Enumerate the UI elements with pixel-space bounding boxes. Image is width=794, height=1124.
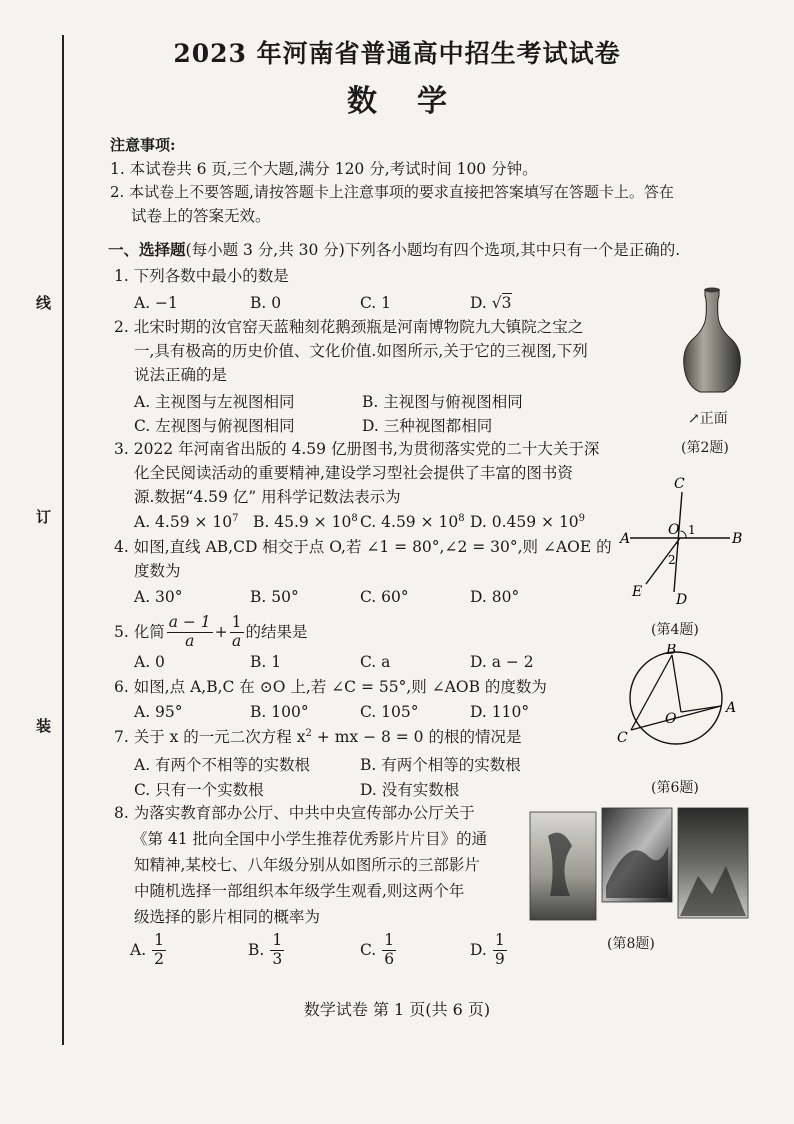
label-o: O [665, 711, 677, 727]
angle-1-arc [681, 531, 687, 538]
label-c: C [617, 730, 628, 746]
q8-option-b-fraction [270, 932, 284, 969]
q2-option-a: A. 主视图与左视图相同 [134, 393, 295, 411]
q5-prefix: 5. 化简 [114, 623, 165, 642]
section-1-label: 一、选择题 [108, 240, 186, 259]
q5-fraction-1 [167, 614, 213, 651]
binding-line [62, 35, 64, 1045]
q8-line2: 《第 41 批向全国中小学生推荐优秀影片片目》的通 [132, 830, 488, 848]
q6-figure-caption: (第6题) [651, 780, 699, 796]
binding-char-line: 线 [36, 294, 52, 312]
q2-line2: 一,具有极高的历史价值、文化价值.如图所示,关于它的三视图,下列 [134, 342, 588, 360]
q8-option-b-den: 3 [272, 949, 283, 968]
q8-option-d-label: D. [470, 941, 487, 960]
q5-option-b: B. 1 [250, 653, 282, 671]
q3-line3: 源.数据“4.59 亿” 用科学记数法表示为 [134, 488, 401, 506]
q8-option-c-num: 1 [384, 931, 395, 949]
q1-option-a: A. −1 [134, 294, 178, 312]
q2-line1: 2. 北宋时期的汝官窑天蓝釉刻花鹅颈瓶是河南博物院九大镇院之宝之 [114, 318, 584, 336]
q7-stem-suffix: + mx − 8 = 0 的根的情况是 [311, 728, 522, 747]
q8-option-b-num: 1 [272, 931, 283, 949]
arrow-up-icon: ↗ [688, 411, 700, 427]
q1-stem: 1. 下列各数中最小的数是 [114, 267, 289, 285]
q6-option-c: C. 105° [360, 703, 419, 721]
q5-fraction-1-num: a − 1 [168, 613, 211, 631]
notice-item-2-line1: 2. 本试卷上不要答题,请按答题卡上注意事项的要求直接把答案填写在答题卡上。答在 [110, 183, 674, 201]
q3-option-c-base: C. 4.59 × 10 [360, 513, 459, 532]
q2-option-d: D. 三种视图都相同 [362, 417, 493, 435]
q7-stem-prefix: 7. 关于 x 的一元二次方程 x [114, 728, 306, 747]
q6-figure [614, 644, 754, 754]
q4-figure [618, 474, 748, 610]
q8-option-b [248, 932, 286, 969]
q3-option-d [470, 513, 585, 531]
q5-stem [114, 614, 308, 651]
subject-title: 数学 [347, 84, 487, 119]
q3-option-c [360, 513, 465, 531]
q4-line2: 度数为 [134, 562, 181, 580]
q5-fraction-2-den: a [231, 631, 242, 650]
q7-option-b: B. 有两个相等的实数根 [360, 756, 521, 774]
q4-option-b: B. 50° [250, 588, 299, 606]
q6-option-d: D. 110° [470, 703, 530, 721]
q4-option-c: C. 60° [360, 588, 409, 606]
q1-option-d [470, 294, 512, 312]
q8-option-a-den: 2 [154, 949, 164, 968]
q5-fraction-1-den: a [185, 631, 195, 650]
q6-option-a: A. 95° [134, 703, 183, 721]
circle-o [630, 652, 722, 744]
q5-fraction-2-num: 1 [231, 613, 242, 631]
q1-option-b: B. 0 [250, 294, 282, 312]
label-b: B [732, 531, 743, 547]
label-a: A [620, 531, 631, 547]
q5-suffix: 的结果是 [245, 623, 308, 642]
vase-front-label [688, 408, 728, 428]
q8-option-c [360, 932, 398, 969]
q8-option-d-num: 1 [494, 931, 505, 949]
movie-posters-figure [528, 806, 750, 922]
q3-option-b-base: B. 45.9 × 10 [253, 513, 352, 532]
q7-option-d: D. 没有实数根 [360, 781, 460, 799]
q8-option-d-den: 9 [494, 949, 505, 968]
q1-option-d-label: D. [470, 294, 492, 312]
vase-figure [672, 286, 752, 396]
q8-option-c-label: C. [360, 941, 377, 960]
exam-title: 2023 年河南省普通高中招生考试试卷 [173, 39, 621, 68]
binding-char-ding: 订 [36, 508, 52, 526]
q8-line1: 8. 为落实教育部办公厅、中共中央宣传部办公厅关于 [114, 804, 475, 822]
q7-option-a: A. 有两个不相等的实数根 [134, 756, 311, 774]
q5-fraction-2 [230, 614, 244, 651]
q5-option-a: A. 0 [134, 653, 165, 671]
label-e: E [632, 584, 643, 600]
q2-line3: 说法正确的是 [134, 366, 228, 384]
q3-option-d-base: D. 0.459 × 10 [470, 513, 579, 532]
q3-option-c-exp: 8 [458, 513, 465, 524]
q2-option-c: C. 左视图与俯视图相同 [134, 417, 295, 435]
q8-option-a [130, 932, 168, 969]
q8-option-a-num: 1 [154, 931, 164, 949]
notice-heading: 注意事项: [110, 136, 176, 154]
q2-figure-caption: (第2题) [681, 440, 729, 456]
notice-item-2-line2: 试卷上的答案无效。 [131, 207, 271, 225]
q5-option-d: D. a − 2 [470, 653, 534, 671]
label-c: C [674, 476, 685, 492]
section-1-desc: (每小题 3 分,共 30 分)下列各小题均有四个选项,其中只有一个是正确的. [185, 241, 681, 259]
vase-front-text: 正面 [699, 411, 728, 427]
q8-option-c-fraction [382, 932, 396, 969]
q8-option-a-fraction [152, 932, 166, 969]
q8-line4: 中随机选择一部组织本年级学生观看,则这两个年 [134, 882, 465, 900]
q7-option-c: C. 只有一个实数根 [134, 781, 264, 799]
q3-option-d-exp: 9 [578, 513, 586, 524]
q3-option-a [134, 513, 239, 531]
q7-stem [114, 728, 521, 747]
q4-option-a: A. 30° [134, 588, 183, 606]
q2-option-b: B. 主视图与俯视图相同 [362, 393, 523, 411]
q8-option-a-label: A. [130, 941, 147, 960]
q8-option-d [470, 932, 509, 969]
q8-line5: 级选择的影片相同的概率为 [134, 908, 321, 926]
q4-option-d: D. 80° [470, 588, 520, 606]
label-a: A [726, 700, 737, 716]
label-angle-2: 2 [668, 553, 676, 567]
q3-option-b-exp: 8 [351, 513, 358, 524]
q7-exponent: 2 [305, 728, 312, 739]
q8-line3: 知精神,某校七、八年级分别从如图所示的三部影片 [134, 856, 480, 874]
q5-plus: + [214, 623, 228, 642]
q4-figure-caption: (第4题) [651, 622, 699, 638]
segment-ob [672, 655, 681, 712]
line-cd [674, 492, 682, 592]
page-footer: 数学试卷 第 1 页(共 6 页) [303, 1000, 491, 1019]
section-1-heading [108, 241, 680, 260]
label-o: O [668, 522, 680, 538]
q5-option-c: C. a [360, 653, 391, 671]
label-angle-1: 1 [688, 523, 696, 537]
q3-option-a-exp: 7 [232, 513, 239, 524]
q3-option-a-base: A. 4.59 × 10 [134, 513, 233, 532]
q3-option-b [253, 513, 358, 531]
sqrt-sign: √ [491, 294, 502, 312]
label-d: D [676, 592, 688, 608]
q4-line1: 4. 如图,直线 AB,CD 相交于点 O,若 ∠1 = 80°,∠2 = 30°,则 ∠AOE 的 [114, 538, 612, 556]
binding-char-zhuang: 装 [36, 717, 52, 735]
q3-line2: 化全民阅读活动的重要精神,建设学习型社会提供了丰富的图书资 [134, 464, 573, 482]
q8-option-c-den: 6 [384, 949, 395, 968]
q1-option-c: C. 1 [360, 294, 392, 312]
q8-figure-caption: (第8题) [607, 936, 655, 952]
label-b: B [666, 644, 677, 658]
q1-option-d-radicand: 3 [501, 294, 512, 312]
q6-option-b: B. 100° [250, 703, 309, 721]
notice-item-1: 1. 本试卷共 6 页,三个大题,满分 120 分,考试时间 100 分钟。 [110, 160, 538, 178]
q8-option-d-fraction [493, 932, 507, 969]
q6-stem: 6. 如图,点 A,B,C 在 ⊙O 上,若 ∠C = 55°,则 ∠AOB 的度数为 [114, 678, 547, 696]
q3-line1: 3. 2022 年河南省出版的 4.59 亿册图书,为贯彻落实党的二十大关于深 [114, 440, 600, 458]
q8-option-b-label: B. [248, 941, 265, 960]
